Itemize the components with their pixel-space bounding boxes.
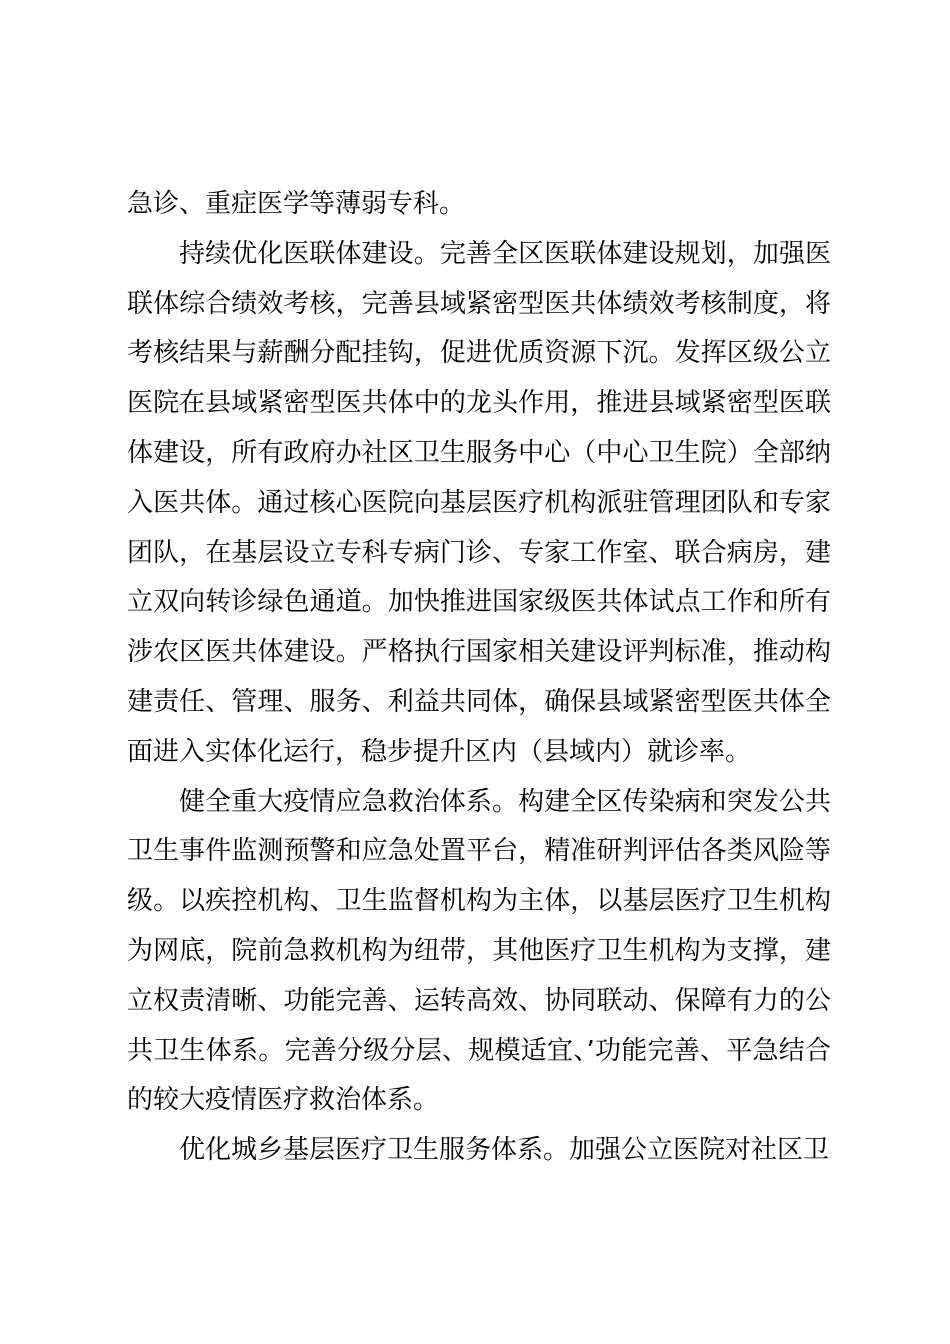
paragraph-4: 优化城乡基层医疗卫生服务体系。加强公立医院对社区卫 bbox=[179, 1135, 830, 1166]
paragraph-1: 急诊、重症医学等薄弱专科。 bbox=[127, 189, 466, 219]
paragraph-3: 健全重大疫情应急救治体系。构建全区传染病和突发公共卫生事件监测预警和应急处置平台，精准研判评估各类风险等级。以疾控机构、卫生监督机构为主体，以基层医疗卫生机构为网底，院前急救机构为纽带，其他医疗卫生机构为支撑，建立权责清晰、功能完善、运转高效、协同联动、保障有力的公共卫生体系。完善分级分层、规模适宜、’功能完善、平急结合的较大疫情医疗救治体系。 bbox=[127, 786, 831, 1116]
document-body bbox=[127, 180, 831, 1176]
paragraph-2: 持续优化医联体建设。完善全区医联体建设规划，加强医联体综合绩效考核，完善县域紧密型医共体绩效考核制度，将考核结果与薪酬分配挂钩，促进优质资源下沉。发挥区级公立医院在县域紧密型医共体中的龙头作用，推进县域紧密型医联体建设，所有政府办社区卫生服务中心（中心卫生院）全部纳入医共体。通过核心医院向基层医疗机构派驻管理团队和专家团队，在基层设立专科专病门诊、专家工作室、联合病房，建立双向转诊绿色通道。加快推进国家级医共体试点工作和所有涉农区医共体建设。严格执行国家相关建设评判标准，推动构建责任、管理、服务、利益共同体，确保县域紧密型医共体全面进入实体化运行，稳步提升区内（县域内）就诊率。 bbox=[127, 238, 831, 767]
